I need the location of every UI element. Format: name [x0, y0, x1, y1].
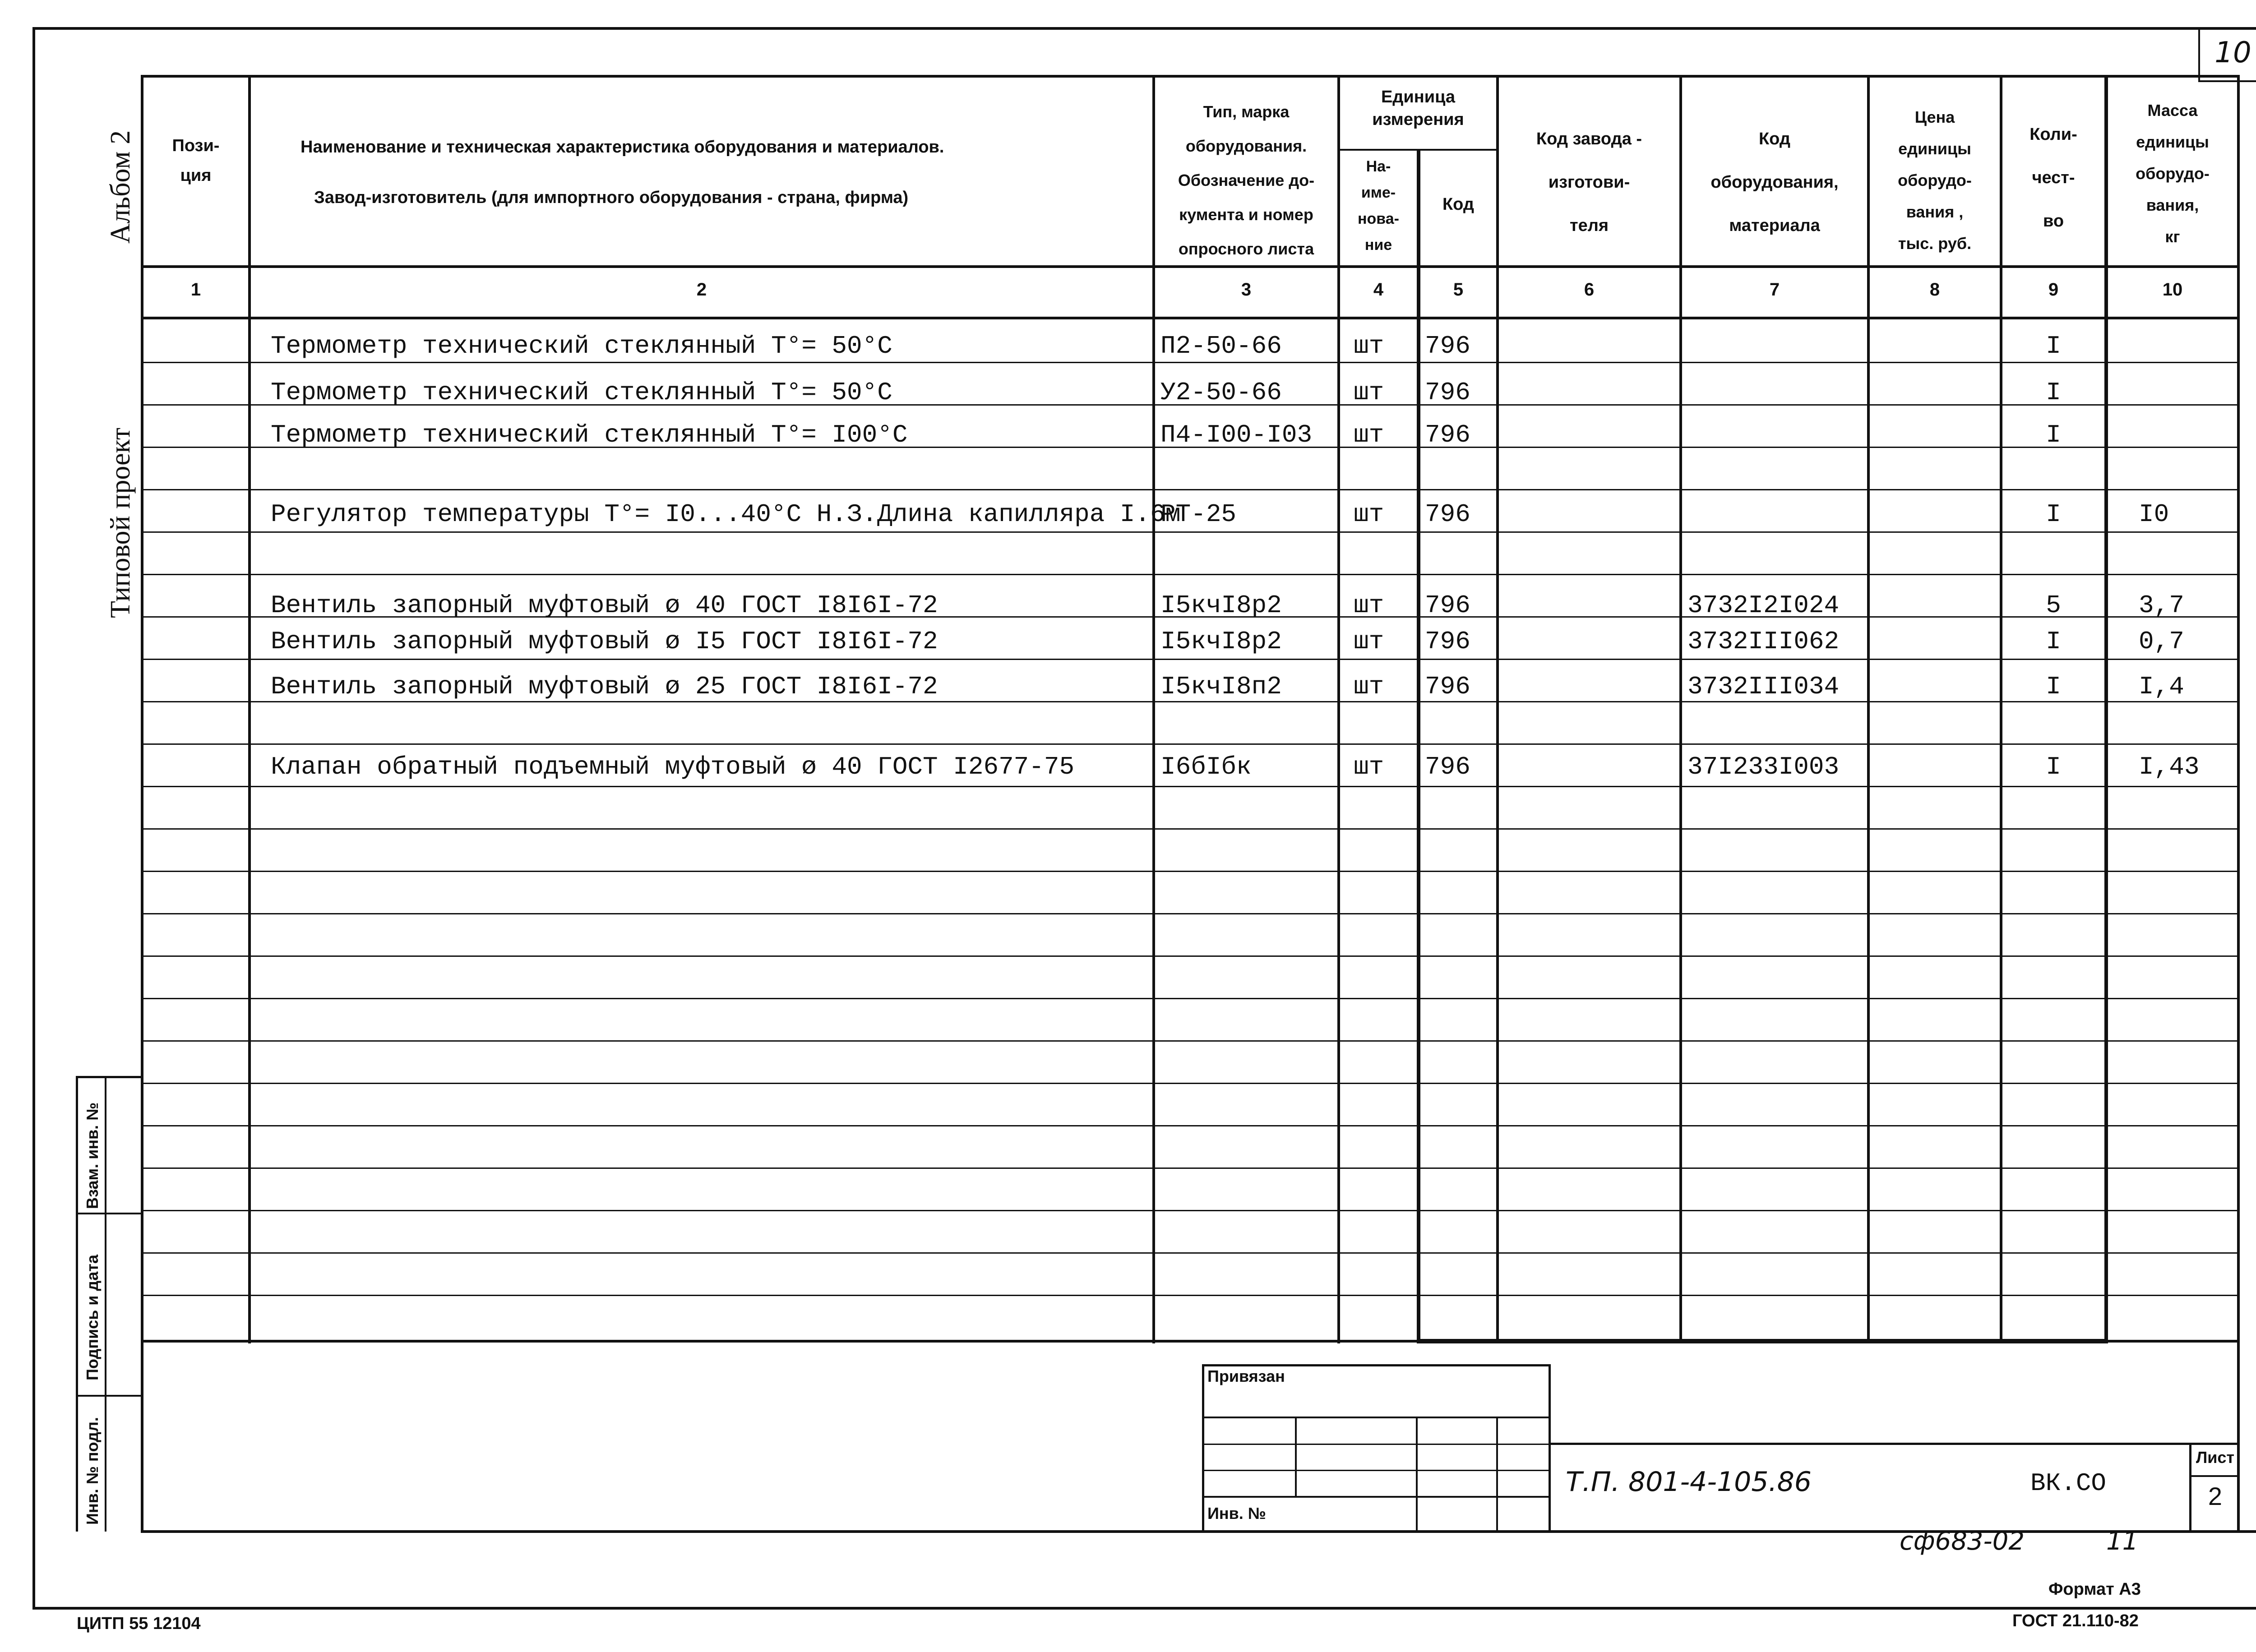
item-type: У2-50-66 — [1160, 378, 1282, 407]
item-unit: шт — [1354, 378, 1384, 407]
item-name: Вентиль запорный муфтовый ø I5 ГОСТ I8I6I-72 — [271, 627, 938, 656]
colnum-1: 1 — [190, 280, 201, 300]
footer-gost: ГОСТ 21.110-82 — [2012, 1611, 2139, 1630]
colnum-9: 9 — [2048, 280, 2059, 300]
item-unit: шт — [1354, 332, 1384, 360]
item-type: I5кчI8р2 — [1160, 627, 1282, 656]
item-code: 796 — [1425, 500, 1470, 529]
header-unit: Единица измерения — [1372, 88, 1464, 129]
colnum-4: 4 — [1373, 280, 1384, 300]
item-type: РТ-25 — [1160, 500, 1237, 529]
item-equipment-code: 3732III062 — [1687, 627, 1840, 656]
corner-number: 10 — [2214, 36, 2251, 69]
item-mass: I0 — [2139, 500, 2169, 529]
item-name: Регулятор температуры Т°= I0...40°С Н.З.Длина капилляра I.6м — [271, 500, 1181, 529]
colnum-5: 5 — [1453, 280, 1464, 300]
colnum-3: 3 — [1241, 280, 1252, 300]
item-unit: шт — [1354, 752, 1384, 781]
item-qty: I — [2046, 500, 2061, 529]
item-mass: I,4 — [2139, 672, 2184, 701]
item-name: Термометр технический стеклянный Т°= 50°С — [271, 332, 892, 360]
item-mass: 0,7 — [2139, 627, 2184, 656]
handwritten-code: сф683-02 — [1900, 1527, 2025, 1556]
podpis-label: Подпись и дата — [83, 1255, 102, 1380]
item-qty: I — [2046, 420, 2061, 449]
item-name: Клапан обратный подъемный муфтовый ø 40 ГОСТ I2677-75 — [271, 752, 1075, 781]
item-qty: I — [2046, 378, 2061, 407]
inv-no-label: Инв. № — [1207, 1504, 1266, 1523]
item-name: Вентиль запорный муфтовый ø 25 ГОСТ I8I6I-72 — [271, 672, 938, 701]
header-name: Наименование и техническая характеристика оборудования и материалов. Завод-изготовитель (для импортного оборудования - страна, фирма) — [300, 138, 944, 207]
vzam-inv-label: Взам. инв. № — [83, 1102, 102, 1209]
privyazan-label: Привязан — [1207, 1367, 1285, 1385]
item-type: П4-I00-I03 — [1160, 420, 1313, 449]
colnum-6: 6 — [1584, 280, 1595, 300]
item-name: Термометр технический стеклянный Т°= 50°С — [271, 378, 892, 407]
item-mass: I,43 — [2139, 752, 2200, 781]
colnum-8: 8 — [1929, 280, 1940, 300]
item-unit: шт — [1354, 672, 1384, 701]
list-value: 2 — [2208, 1482, 2223, 1510]
inv-podl-label: Инв. № подл. — [83, 1417, 102, 1525]
header-quantity: Коли- чест- во — [2029, 125, 2077, 231]
doc-number: Т.П. 801-4-105.86 — [1566, 1466, 1812, 1498]
list-label: Лист — [2196, 1448, 2235, 1467]
item-equipment-code: 3732I2I024 — [1687, 591, 1840, 620]
doc-mark: ВК.СО — [2030, 1469, 2107, 1498]
item-code: 796 — [1425, 420, 1470, 449]
colnum-10: 10 — [2162, 280, 2183, 300]
item-unit: шт — [1354, 500, 1384, 529]
header-plant-code: Код завода - изготови- теля — [1536, 129, 1642, 235]
item-qty: I — [2046, 672, 2061, 701]
header-mass: Масса единицы оборудо- вания, кг — [2136, 101, 2210, 246]
header-price: Цена единицы оборудо- вания , тыс. руб. — [1898, 108, 1972, 253]
item-code: 796 — [1425, 672, 1470, 701]
item-qty: I — [2046, 627, 2061, 656]
item-code: 796 — [1425, 332, 1470, 360]
album-label: Альбом 2 — [105, 130, 136, 244]
item-equipment-code: 3732III034 — [1687, 672, 1840, 701]
item-name: Термометр технический стеклянный Т°= I00°С — [271, 420, 908, 449]
item-code: 796 — [1425, 752, 1470, 781]
item-name: Вентиль запорный муфтовый ø 40 ГОСТ I8I6I-72 — [271, 591, 938, 620]
item-qty: 5 — [2046, 591, 2061, 620]
item-unit: шт — [1354, 591, 1384, 620]
item-qty: I — [2046, 752, 2061, 781]
item-equipment-code: 37I233I003 — [1687, 752, 1840, 781]
item-code: 796 — [1425, 378, 1470, 407]
item-code: 796 — [1425, 591, 1470, 620]
header-type: Тип, марка оборудования. Обозначение до- кумента и номер опросного листа — [1178, 102, 1315, 258]
item-type: П2-50-66 — [1160, 332, 1282, 360]
colnum-7: 7 — [1769, 280, 1780, 300]
format-label: Формат А3 — [2048, 1580, 2141, 1599]
item-type: I5кчI8п2 — [1160, 672, 1282, 701]
item-unit: шт — [1354, 627, 1384, 656]
header-position: Пози- ция — [172, 136, 220, 185]
project-label: Типовой проект — [105, 427, 136, 618]
item-unit: шт — [1354, 420, 1384, 449]
item-type: I6бIбк — [1160, 752, 1252, 781]
item-qty: I — [2046, 332, 2061, 360]
item-type: I5кчI8р2 — [1160, 591, 1282, 620]
header-unit-code: Код — [1442, 195, 1475, 214]
item-mass: 3,7 — [2139, 591, 2184, 620]
footer-left-code: ЦИТП 55 12104 — [77, 1614, 201, 1633]
handwritten-page: 11 — [2106, 1527, 2139, 1556]
colnum-2: 2 — [696, 280, 707, 300]
header-unit-name: На- име- нова- ние — [1358, 158, 1399, 254]
header-equipment-code: Код оборудования, материала — [1710, 129, 1839, 235]
item-code: 796 — [1425, 627, 1470, 656]
